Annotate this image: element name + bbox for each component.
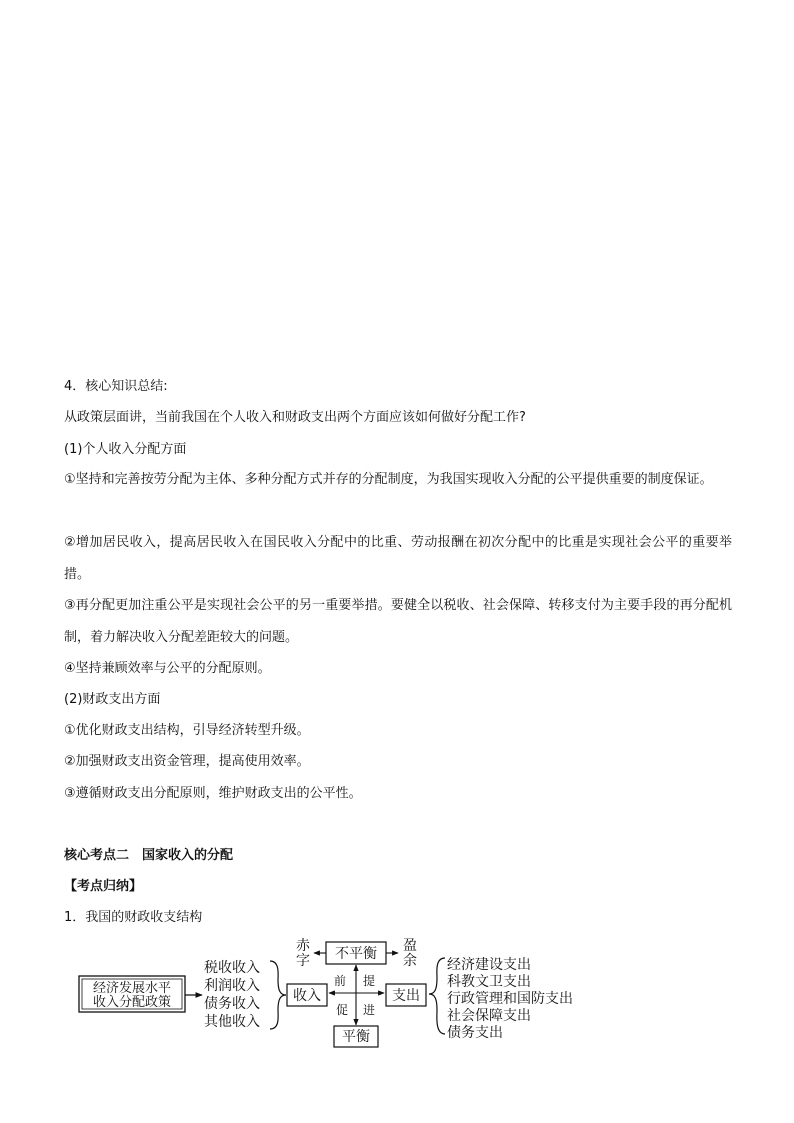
fiscal-item-3: ③遵循财政支出分配原则，维护财政支出的公平性。 (64, 786, 362, 801)
paragraph-2: ②增加居民收入，提高居民收入在国民收入分配中的比重、劳动报酬在初次分配中的比重是实现社会公平的重要举措。 (64, 535, 732, 582)
revenue-type-tax: 税收收入 (204, 960, 260, 976)
question-text: 从政策层面讲，当前我国在个人收入和财政支出两个方面应该如何做好分配工作? (64, 410, 526, 425)
structure-heading: 1．我国的财政收支结构 (64, 910, 203, 925)
balanced-label: 平衡 (342, 1029, 370, 1045)
fiscal-item-1: ①优化财政支出结构，引导经济转型升级。 (64, 723, 310, 738)
deficit-char-1: 赤 (296, 938, 310, 954)
expense-type-social-security: 社会保障支出 (447, 1008, 531, 1024)
expense-type-debt: 债务支出 (447, 1025, 503, 1041)
core-point-title: 核心考点二 国家收入的分配 (64, 848, 234, 863)
revenue-bracket (270, 961, 286, 1029)
expenditure-label: 支出 (392, 988, 420, 1004)
surplus-char-2: 余 (403, 953, 417, 969)
fiscal-item-2: ②加强财政支出资金管理，提高使用效率。 (64, 754, 310, 769)
revenue-type-other: 其他收入 (204, 1014, 260, 1030)
expense-type-economic: 经济建设支出 (447, 957, 531, 973)
personal-income-heading: (1)个人收入分配方面 (64, 442, 187, 457)
promote-char-1: 促 (335, 1003, 349, 1017)
factor-distribution-policy: 收入分配政策 (92, 995, 172, 1010)
expense-type-admin-defense: 行政管理和国防支出 (447, 991, 573, 1007)
paragraph-4: ④坚持兼顾效率与公平的分配原则。 (64, 661, 271, 676)
income-label: 收入 (293, 988, 321, 1004)
factor-economic-level: 经济发展水平 (92, 981, 172, 996)
revenue-type-debt: 债务收入 (204, 996, 260, 1012)
surplus-char-1: 盈 (403, 938, 417, 954)
summary-label: 【考点归纳】 (64, 879, 143, 894)
unbalanced-label: 不平衡 (335, 946, 377, 962)
deficit-char-2: 字 (296, 953, 310, 969)
promote-char-2: 进 (362, 1003, 376, 1017)
expense-type-education: 科教文卫支出 (447, 974, 531, 990)
expenditure-bracket (429, 958, 445, 1034)
paragraph-3: ③再分配更加注重公平是实现社会公平的另一重要举措。要健全以税收、社会保障、转移支付为主要手段的再分配机制，着力解决收入分配差距较大的问题。 (64, 598, 732, 645)
paragraph-1: ①坚持和完善按劳分配为主体、多种分配方式并存的分配制度，为我国实现收入分配的公平提供重要的制度保证。 (64, 472, 713, 487)
section-heading: 4．核心知识总结: (64, 379, 168, 394)
premise-char-2: 提 (362, 974, 376, 988)
revenue-type-profit: 利润收入 (204, 978, 260, 994)
premise-char-1: 前 (333, 974, 347, 988)
fiscal-expenditure-heading: (2)财政支出方面 (64, 692, 161, 707)
